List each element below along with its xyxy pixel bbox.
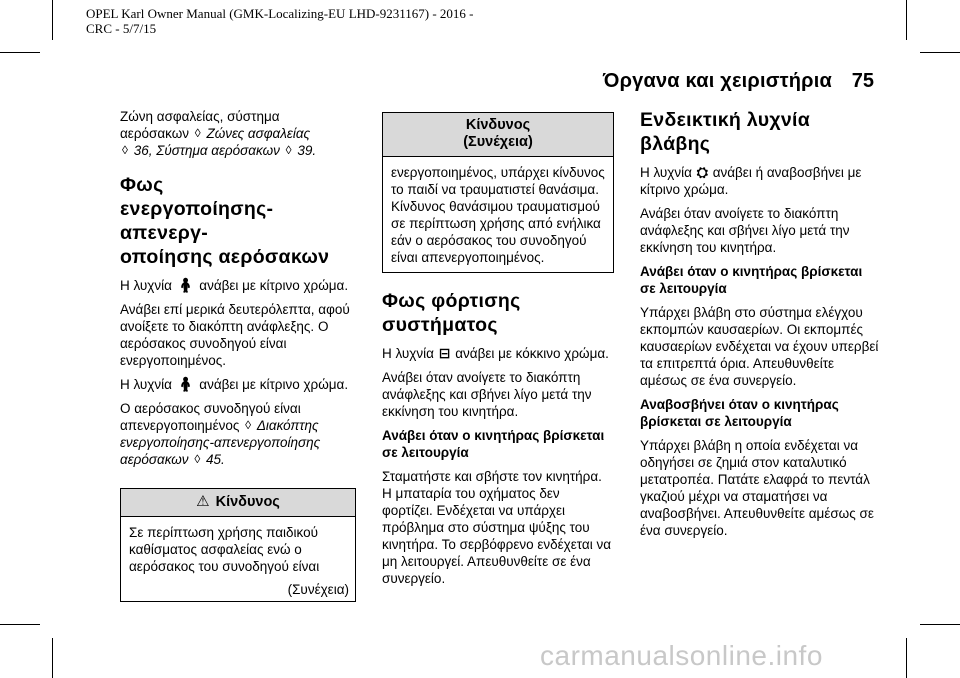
heading-line: ενεργοποίησης-απενεργ-: [120, 198, 274, 244]
subheading: Ανάβει όταν ο κινητήρας βρίσκεται σε λειτουργία: [640, 264, 863, 296]
paragraph: Ο αερόσακος συνοδηγού είναι απενεργοποιημένος ◊ Διακόπτης ενεργοποίησης-απενεργοποίησης αερόσακων ◊ 45.: [120, 401, 321, 467]
crop-mark: [906, 638, 907, 678]
intro-line-2: αερόσακων: [120, 126, 190, 141]
battery-charge-lamp-icon: ⊟: [438, 345, 451, 361]
section-heading: [120, 173, 356, 269]
cross-ref-page: 45.: [206, 452, 225, 467]
section-heading: Ενδεικτική λυχνία βλάβης: [640, 109, 811, 155]
paragraph: Η λυχνία 🧍︎ ανάβει με κίτρινο χρώμα.: [120, 277, 349, 293]
continued-label: (Συνέχεια): [287, 582, 349, 597]
crop-mark: [0, 624, 40, 625]
paragraph: Η λυχνία ⛭ ανάβει ή αναβοσβήνει με κίτρινο χρώμα.: [640, 164, 862, 197]
paragraph: Ανάβει όταν ανοίγετε το διακόπτη ανάφλεξης και σβήνει λίγο μετά την εκκίνηση του κινητήρα.: [640, 206, 850, 255]
cross-ref-link[interactable]: Ζώνες ασφαλείας: [206, 126, 311, 141]
paragraph: Ανάβει επί μερικά δευτερόλεπτα, αφού ανοίξετε το διακόπτη ανάφλεξης. Ο αερόσακος συνοδηγού είναι ενεργοποιημένος.: [120, 302, 350, 368]
page-ref-icon: ◊: [285, 143, 292, 157]
danger-box-body: ενεργοποιημένος, υπάρχει κίνδυνος το παιδί να τραυματιστεί θανάσιμα. Κίνδυνος θανάσιμου τραυματισμού σε περίπτωση χρήσης από ενήλικα εάν ο αερόσακος του συνοδηγού είναι απενεργοποιημένος.: [391, 165, 605, 265]
engine-malfunction-lamp-icon: ⛭: [696, 164, 708, 180]
paragraph: Υπάρχει βλάβη η οποία ενδέχεται να οδηγήσει σε ζημιά στον καταλυτικό μετατροπέα. Πατάτε ελαφρά το πεντάλ γκαζιού μέχρι να σταματήσει να αναβοσβήνει. Απευθυνθείτε αμέσως σε ένα συνεργείο.: [640, 438, 874, 538]
intro-paragraph: Ζώνη ασφαλείας, σύστημα αερόσακων ◊ Ζώνες ασφαλείας ◊ 36, Σύστημα αερόσακων ◊ 39.: [120, 109, 317, 158]
paragraph: Υπάρχει βλάβη στο σύστημα ελέγχου εκπομπών καυσαερίων. Οι εκπομπές καυσαερίων ενδέχεται να έχουν υπερβεί τα επιτρεπτά όρια. Απευθυνθείτε αμέσως σε ένα συνεργείο.: [640, 305, 879, 388]
paragraph: Η λυχνία ⊟ ανάβει με κόκκινο χρώμα.: [382, 345, 609, 361]
section-heading: Φως φόρτισης συστήματος: [382, 290, 521, 336]
airbag-off-lamp-icon: 🧍︎: [176, 376, 195, 392]
crop-mark: [920, 624, 960, 625]
paragraph: Η λυχνία 🧍︎ ανάβει με κίτρινο χρώμα.: [120, 376, 349, 392]
subheading: Αναβοσβήνει όταν ο κινητήρας βρίσκεται σε λειτουργία: [640, 397, 839, 429]
cross-ref-link[interactable]: Σύστημα αερόσακων: [156, 143, 280, 158]
meta-line-2: CRC - 5/7/15: [86, 21, 157, 36]
crop-mark: [0, 52, 40, 53]
page-number: 75: [851, 70, 874, 92]
crop-mark: [52, 638, 53, 678]
danger-box: [120, 488, 356, 602]
crop-mark: [906, 0, 907, 40]
crop-mark: [52, 0, 53, 40]
subheading: Ανάβει όταν ο κινητήρας βρίσκεται σε λειτουργία: [382, 428, 605, 460]
cross-ref-page: 36: [133, 143, 149, 158]
danger-box-body: Σε περίπτωση χρήσης παιδικού καθίσματος ασφαλείας ενώ ο αερόσακος του συνοδηγού είναι: [129, 525, 320, 574]
document-meta: [86, 6, 474, 36]
heading-line: Φως: [120, 174, 164, 196]
paragraph: Ανάβει όταν ανοίγετε το διακόπτη ανάφλεξης και σβήνει λίγο μετά την εκκίνηση του κινητήρα.: [382, 370, 592, 419]
danger-box-header: Κίνδυνος (Συνέχεια): [383, 113, 613, 157]
meta-line-1: OPEL Karl Owner Manual (GMK-Localizing-EU LHD-9231167) - 2016 -: [86, 6, 474, 21]
watermark: carmanualsonline.info: [540, 640, 823, 671]
page-ref-icon: ◊: [194, 452, 201, 466]
page-ref-icon: ◊: [122, 143, 128, 157]
crop-mark: [920, 52, 960, 53]
warning-triangle-icon: ⚠: [196, 493, 210, 510]
heading-line: οποίησης αερόσακων: [120, 246, 330, 268]
column-1: [120, 108, 356, 602]
cross-ref-link[interactable]: Διακόπτης ενεργοποίησης-απενεργοποίησης αερόσακων: [120, 418, 321, 467]
intro-line-1: Ζώνη ασφαλείας, σύστημα: [120, 109, 280, 124]
page-ref-icon: ◊: [245, 418, 252, 432]
column-2: [382, 112, 614, 594]
page-ref-icon: ◊: [194, 126, 201, 140]
airbag-on-lamp-icon: 🧍︎: [176, 277, 195, 293]
cross-ref-page: 39.: [297, 143, 317, 158]
danger-box-header: ⚠ Κίνδυνος: [121, 489, 355, 517]
column-3: [640, 108, 880, 546]
section-title: Όργανα και χειριστήρια: [602, 70, 832, 92]
danger-box-continued: [382, 112, 614, 273]
paragraph: Σταματήστε και σβήστε τον κινητήρα. Η μπαταρία του οχήματος δεν φορτίζει. Ενδέχεται να υπάρχει πρόβλημα στο σύστημα ψύξης του κινητήρα. Το σερβόφρενο ενδέχεται να μη λειτουργεί. Απευθυνθείτε σε ένα συνεργείο.: [382, 469, 612, 586]
